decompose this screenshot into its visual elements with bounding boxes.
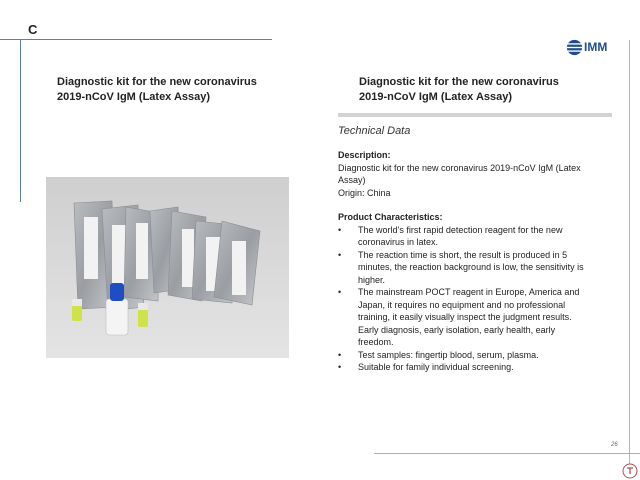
list-item [338,361,613,374]
bottom-rule [374,453,640,454]
section-letter: C [28,22,38,37]
bullet: • [338,224,342,235]
page-number: 26 [611,442,618,448]
list-item-line: coronavirus in latex. [358,237,439,247]
company-logo [566,38,622,56]
list-item-line: The reaction time is short, the result is produced in 5 [358,249,568,260]
characteristics-list [338,224,613,374]
technical-data-heading: Technical Data [338,125,411,137]
list-item-line: higher. [358,274,386,285]
bullet: • [338,249,342,260]
bullet: • [338,362,342,372]
globe-icon [566,39,583,56]
left-rule [20,40,21,202]
list-item [338,224,613,249]
list-item [338,286,613,349]
left-title-line-1: Diagnostic kit for the new coronavirus [57,76,257,88]
list-item-line: Test samples: fingertip blood, serum, plasma. [358,349,539,360]
description-line: Diagnostic kit for the new coronavirus 2019-nCoV IgM (Latex [338,162,581,173]
list-item-line: training, it easily visually inspect the judgment results. [358,312,572,322]
list-item-line: Suitable for family individual screening. [358,362,514,372]
description-line: Assay) [338,175,366,185]
description-heading: Description: [338,150,391,160]
list-item [338,349,613,362]
list-item-line: freedom. [358,337,394,347]
top-rule [0,39,272,40]
product-description [338,149,613,374]
origin-line: Origin: China [338,187,391,198]
right-rule [629,40,630,470]
right-product-title [359,75,599,105]
bullet: • [338,349,342,360]
trade-badge-icon[interactable] [622,463,638,479]
right-title-line-2: 2019-nCoV IgM (Latex Assay) [359,91,513,103]
logo-text: IMM [584,40,608,54]
bullet: • [338,287,342,297]
title-divider [338,113,612,117]
left-product-title [57,75,277,105]
list-item-line: Early diagnosis, early isolation, early health, early [358,324,556,335]
list-item [338,249,613,287]
characteristics-heading: Product Characteristics: [338,212,443,222]
right-title-line-1: Diagnostic kit for the new coronavirus [359,76,559,88]
list-item-line: Japan, it requires no equipment and no professional [358,299,566,310]
product-photo [46,177,289,358]
list-item-line: The world’s first rapid detection reagent for the new [358,224,563,235]
left-title-line-2: 2019-nCoV IgM (Latex Assay) [57,91,211,103]
list-item-line: The mainstream POCT reagent in Europe, America and [358,287,580,297]
list-item-line: minutes, the reaction background is low, the sensitivity is [358,262,584,272]
